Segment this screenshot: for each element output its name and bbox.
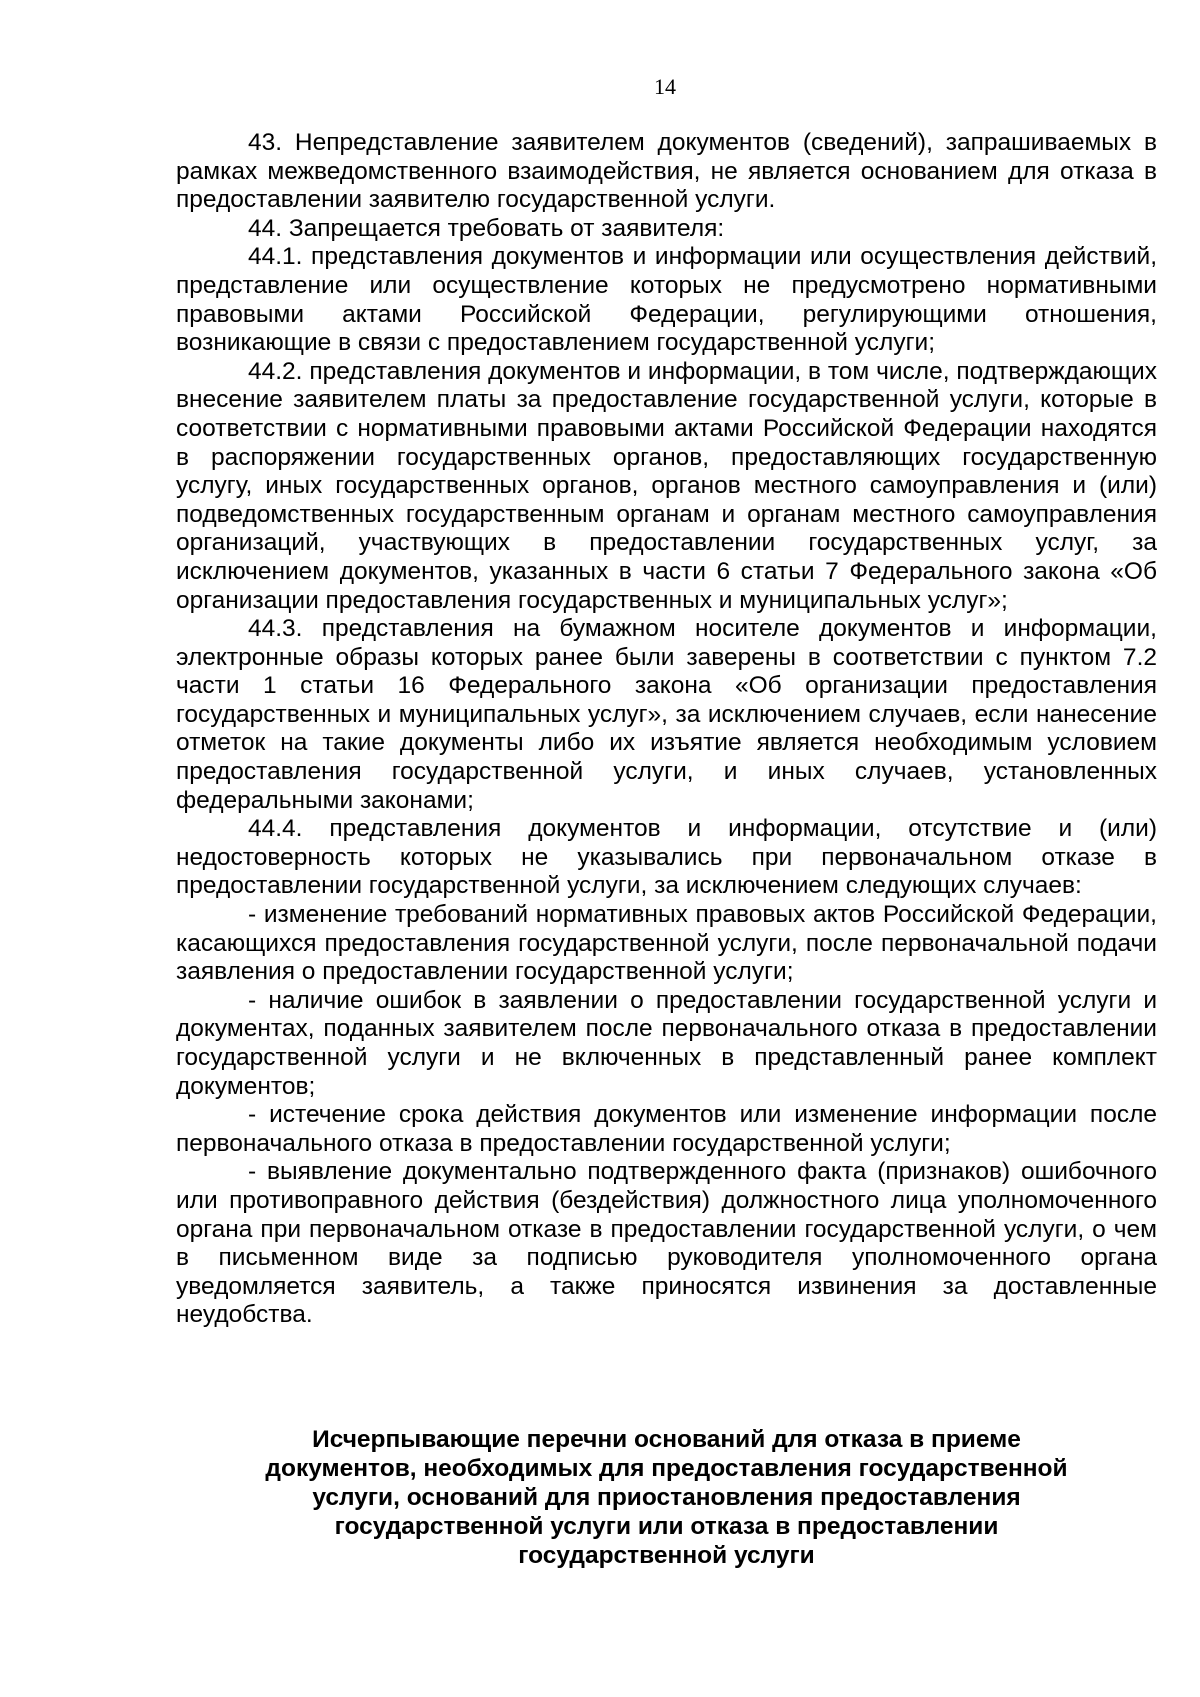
section-heading-line: государственной услуги <box>518 1542 815 1569</box>
section-heading <box>176 1425 1157 1570</box>
paragraph-44: 44. Запрещается требовать от заявителя: <box>248 214 725 242</box>
paragraph-44-3: 44.3. представления на бумажном носителе документов и информации, электронные образы которых ранее были заверены в соответствии с пунктом 7.2 части 1 статьи 16 Федерального закона «Об организации предоставления государственных и муниципальных услуг», за исключением случаев, если нанесение отметок на такие документы либо их изъятие является необходимым условием предоставления государственной услуги, и иных случаев, установленных федеральными законами; <box>176 615 1157 814</box>
document-body <box>176 129 1157 1330</box>
list-item-requirements-change: - изменение требований нормативных правовых актов Российской Федерации, касающихся предоставления государственной услуги, после первоначальной подачи заявления о предоставлении государственной услуги; <box>176 901 1157 986</box>
page-number: 14 <box>654 74 676 99</box>
paragraph-44-1: 44.1. представления документов и информации или осуществления действий, представление или осуществление которых не предусмотрено нормативными правовыми актами Российской Федерации, регулирующими отношения, возникающие в связи с предоставлением государственной услуги; <box>176 243 1157 357</box>
paragraph-43: 43. Непредставление заявителем документов (сведений), запрашиваемых в рамках межведомственного взаимодействия, не является основанием для отказа в предоставлении заявителю государственной услуги. <box>176 129 1157 214</box>
section-heading-line: государственной услуги или отказа в предоставлении <box>334 1513 999 1540</box>
section-heading-line: документов, необходимых для предоставления государственной <box>265 1455 1068 1482</box>
list-item-misconduct: - выявление документально подтвержденного факта (признаков) ошибочного или противоправного действия (бездействия) должностного лица уполномоченного органа при первоначальном отказе в предоставлении государственной услуги, о чем в письменном виде за подписью руководителя уполномоченного органа уведомляется заявитель, а также приносятся извинения за доставленные неудобства. <box>176 1158 1157 1329</box>
list-item-expiry: - истечение срока действия документов или изменение информации после первоначального отказа в предоставлении государственной услуги; <box>176 1101 1157 1157</box>
paragraph-44-2: 44.2. представления документов и информации, в том числе, подтверждающих внесение заявителем платы за предоставление государственной услуги, которые в соответствии с нормативными правовыми актами Российской Федерации находятся в распоряжении государственных органов, предоставляющих государственную услугу, иных государственных органов, органов местного самоуправления и (или) подведомственных государственным органам и органам местного самоуправления организаций, участвующих в предоставлении государственных услуг, за исключением документов, указанных в части 6 статьи 7 Федерального закона «Об организации предоставления государственных и муниципальных услуг»; <box>176 357 1157 614</box>
paragraph-44-4: 44.4. представления документов и информации, отсутствие и (или) недостоверность которых не указывались при первоначальном отказе в предоставлении государственной услуги, за исключением следующих случаев: <box>176 815 1157 900</box>
section-heading-line: Исчерпывающие перечни оснований для отказа в приеме <box>312 1426 1021 1453</box>
list-item-errors-in-application: - наличие ошибок в заявлении о предоставлении государственной услуги и документах, поданных заявителем после первоначального отказа в предоставлении государственной услуги и не включенных в представленный ранее комплект документов; <box>176 986 1157 1100</box>
section-heading-line: услуги, оснований для приостановления предоставления <box>312 1484 1021 1511</box>
